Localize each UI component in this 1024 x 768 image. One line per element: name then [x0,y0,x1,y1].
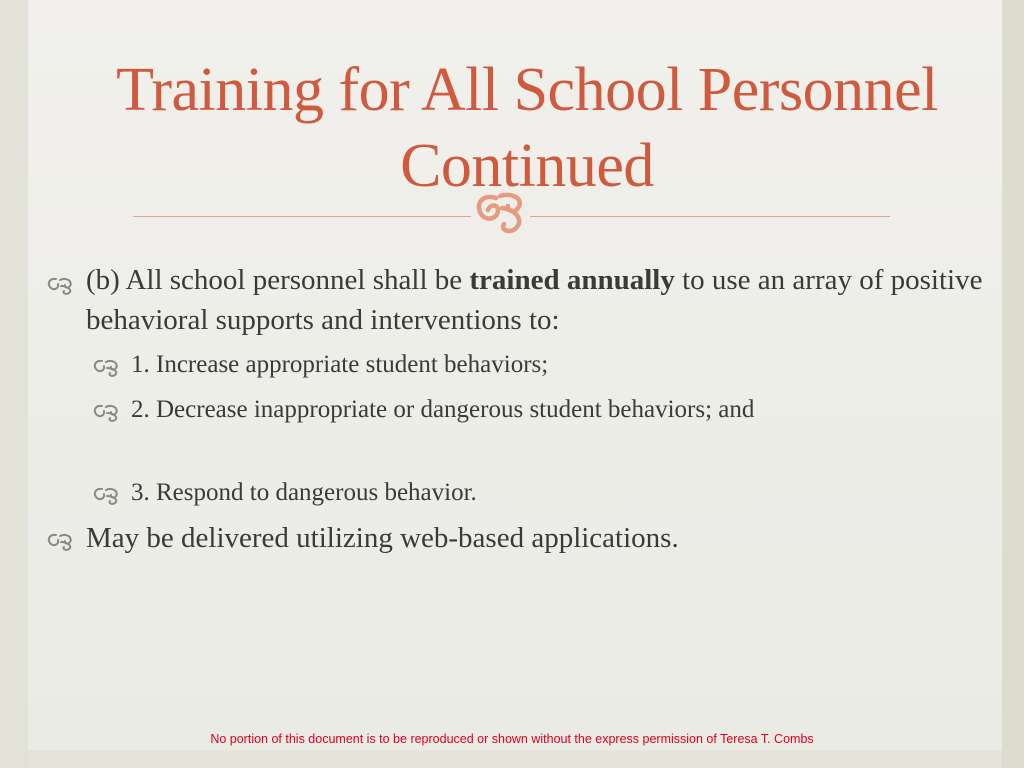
copyright-notice: No portion of this document is to be reproduced or shown without the express permission of Teresa T. Combs [210,732,814,746]
sub-bullet-decrease: 2. Decrease inappropriate or dangerous student behaviors; and [131,396,755,423]
fleuron-bullet-icon [92,356,122,378]
bullet-1-suffix: to use an array of positive behavioral supports and interventions to: [86,264,983,336]
sub-bullet-respond: 3. Respond to dangerous behavior. [131,479,477,506]
bullet-1-prefix: (b) All school personnel shall be [86,264,470,296]
fleuron-bullet-icon [46,274,76,296]
fleuron-bullet-icon [92,484,122,506]
sub-bullet-increase: 1. Increase appropriate student behaviors; [131,351,549,378]
bullet-training-requirement [86,260,986,340]
title-line-1: Training for All School Personnel [116,56,938,124]
bullet-1-emphasis: trained annually [469,264,675,296]
fleuron-bullet-icon [92,401,122,423]
title-line-2: Continued [400,132,654,200]
bullet-web-based-delivery: May be delivered utilizing web-based applications. [86,522,679,554]
fleuron-bullet-icon [46,530,76,552]
